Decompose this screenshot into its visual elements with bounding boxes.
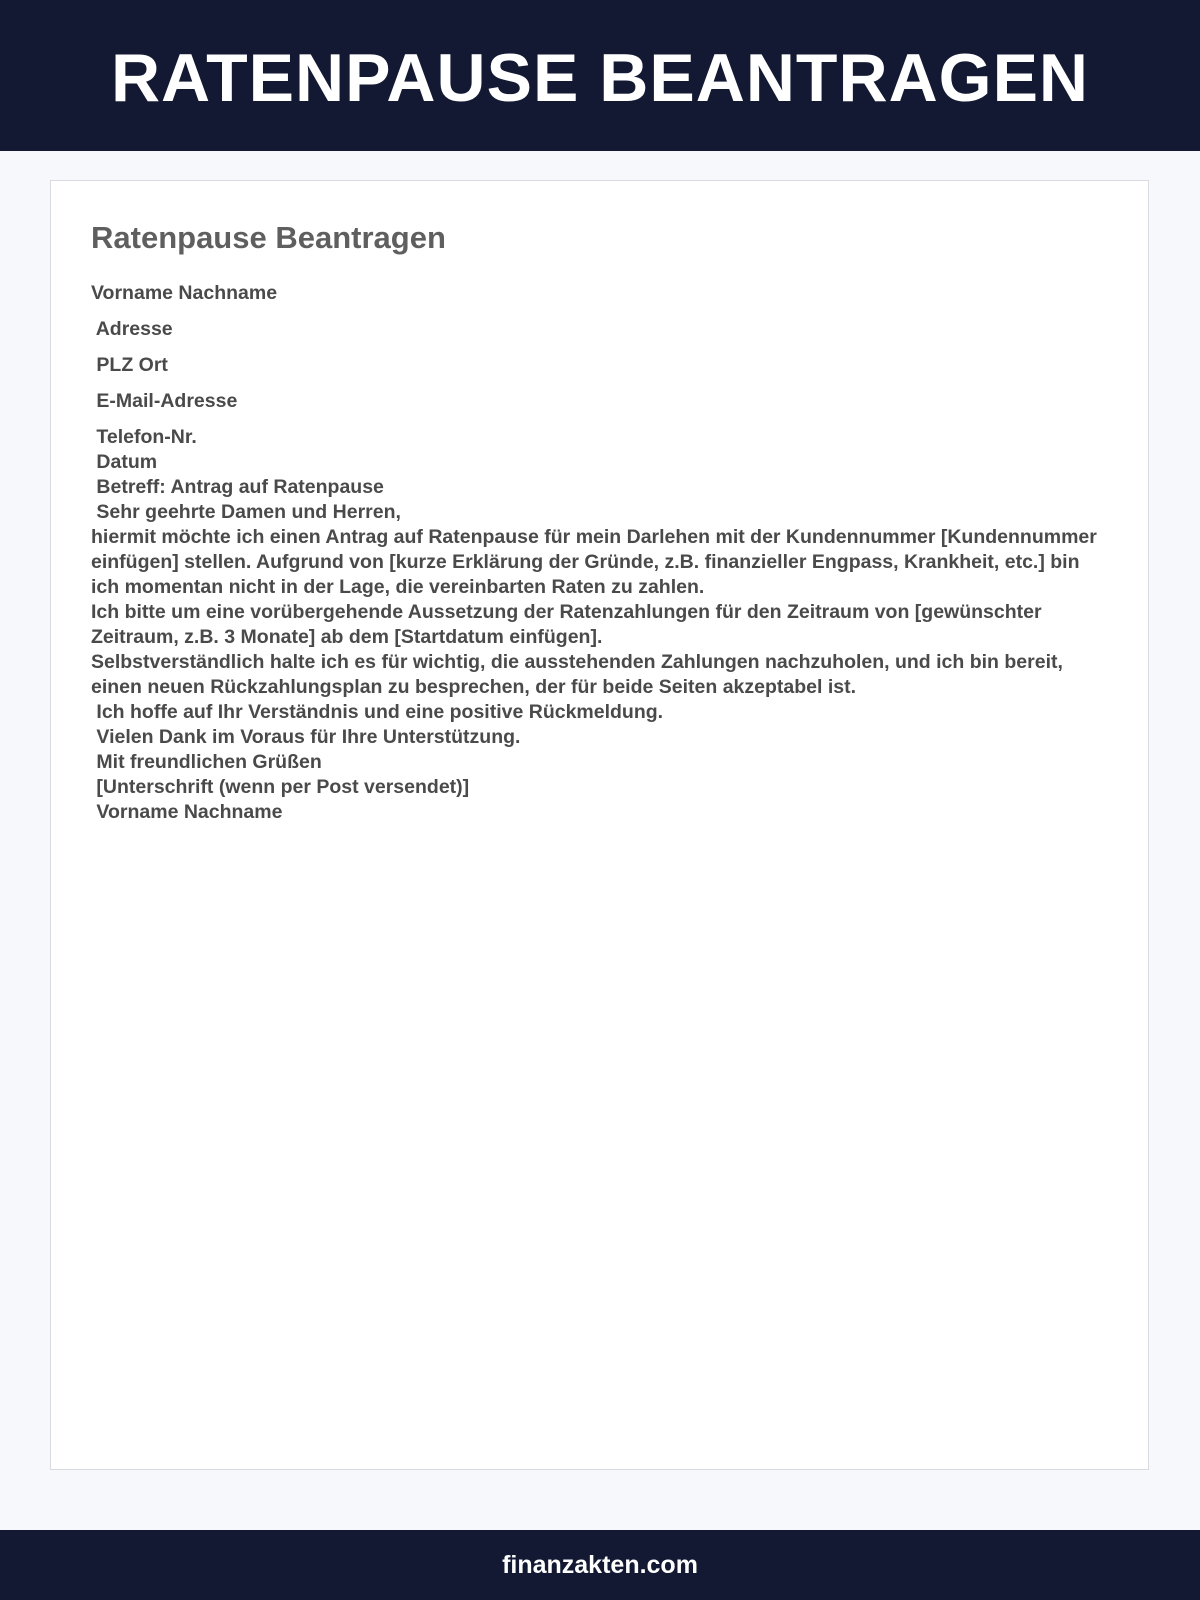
letter-signature: [Unterschrift (wenn per Post versendet)]	[91, 776, 470, 798]
letter-date: Datum	[91, 451, 158, 473]
page-header	[0, 0, 1200, 151]
letter-paragraph-suspension: Ich bitte um eine vorübergehende Aussetzung der Ratenzahlungen für den Zeitraum von [gewünschter Zeitraum, z.B. 3 Monate] ab dem [Startdatum einfügen].	[91, 601, 1042, 648]
letter-paragraph-repayment: Selbstverständlich halte ich es für wichtig, die ausstehenden Zahlungen nachzuholen, und ich bin bereit, einen neuen Rückzahlungsplan zu besprechen, der für beide Seiten akzeptabel ist.	[91, 651, 1063, 698]
sender-address: Adresse	[91, 318, 173, 340]
letter-paragraph-request: hiermit möchte ich einen Antrag auf Ratenpause für mein Darlehen mit der Kundennummer [Kundennummer einfügen] stellen. Aufgrund von [kurze Erklärung der Gründe, z.B. finanzieller Engpass, Krankheit, etc.] bin ich momentan nicht in der Lage, die vereinbarten Raten zu zahlen.	[91, 526, 1097, 598]
sender-name: Vorname Nachname	[91, 282, 278, 304]
letter-closing: Mit freundlichen Grüßen	[91, 751, 322, 773]
letter-card	[50, 180, 1149, 1470]
footer-site-link[interactable]: finanzakten.com	[502, 1550, 698, 1579]
sender-phone: Telefon-Nr.	[91, 426, 197, 448]
sender-zip-city: PLZ Ort	[91, 354, 168, 376]
letter-signer-name: Vorname Nachname	[91, 801, 283, 823]
document-title: Ratenpause Beantragen	[91, 220, 446, 255]
letter-thanks-line: Vielen Dank im Voraus für Ihre Unterstützung.	[91, 726, 521, 748]
page-banner-title: RATENPAUSE BEANTRAGEN	[110, 39, 1090, 116]
page-footer	[0, 1530, 1200, 1600]
letter-hope-line: Ich hoffe auf Ihr Verständnis und eine positive Rückmeldung.	[91, 701, 664, 723]
letter-body	[91, 281, 1101, 825]
sender-email: E-Mail-Adresse	[91, 390, 238, 412]
letter-subject: Betreff: Antrag auf Ratenpause	[91, 476, 384, 498]
letter-salutation: Sehr geehrte Damen und Herren,	[91, 501, 401, 523]
